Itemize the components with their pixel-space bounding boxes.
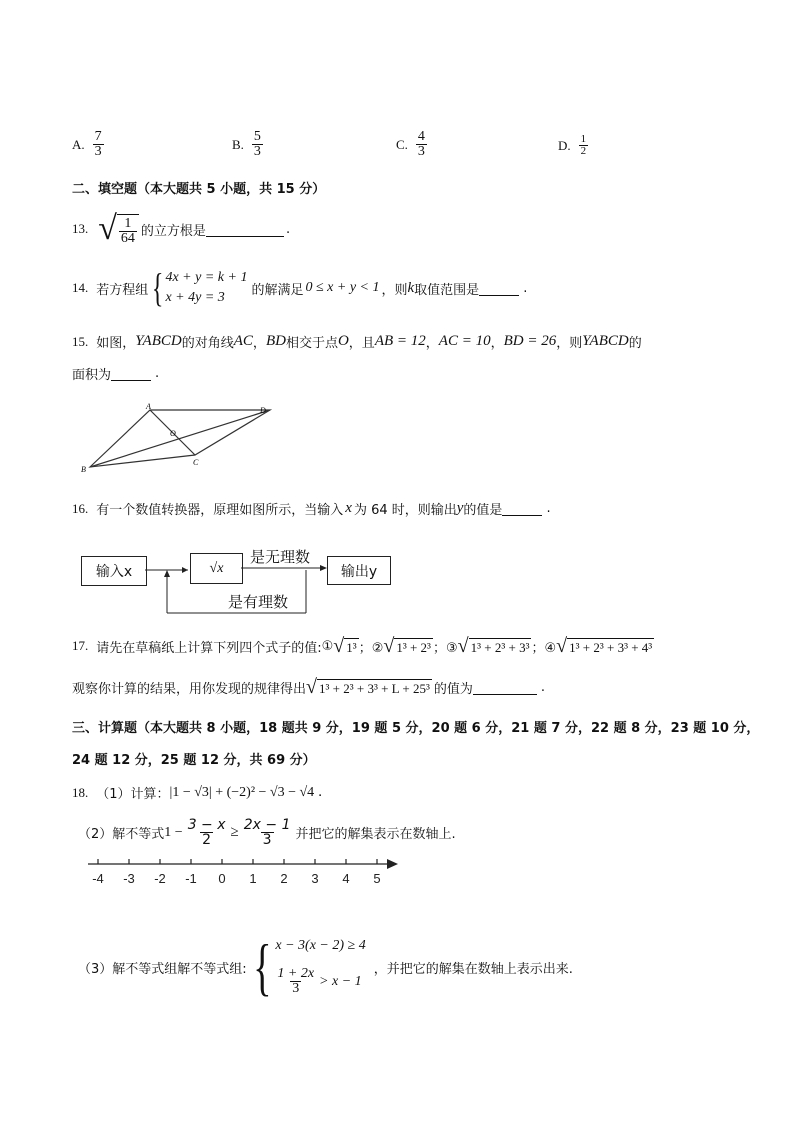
question-text: 为 64 时，则输出 — [353, 503, 457, 518]
question-15-line-2 — [72, 364, 159, 383]
question-text: 观察你计算的结果，用你发现的规律得出 — [72, 681, 307, 697]
inequality-1: x − 3(x − 2) ≥ 4 — [275, 937, 366, 953]
tick-label: -1 — [185, 871, 197, 886]
section-heading-fill-in: 二、填空题（本大题共 5 小题，共 15 分） — [72, 182, 326, 197]
question-text: 并把它的解集表示在数轴上. — [295, 827, 456, 842]
equation-1: 4x + y = k + 1 — [165, 270, 248, 285]
inequality-system: { x − 3(x − 2) ≥ 4 $\frac{1 + 2x}{3}$ > x − 1 — [252, 931, 366, 1002]
fraction — [579, 134, 589, 157]
answer-blank[interactable] — [479, 281, 519, 296]
question-17-line-2 — [72, 677, 545, 697]
answer-blank[interactable] — [111, 366, 151, 381]
answer-blank[interactable] — [473, 680, 537, 695]
denominator: 3 — [262, 832, 272, 848]
number-line — [84, 852, 404, 892]
tick-label: 4 — [342, 871, 350, 886]
point-o: O — [337, 333, 349, 349]
fraction — [416, 130, 427, 159]
question-text: 面积为 — [72, 368, 112, 383]
question-text: 请先在草稿纸上计算下列四个式子的值: — [96, 640, 322, 656]
tick-label: -4 — [92, 871, 104, 886]
condition: 0 ≤ x + y < 1 — [305, 280, 380, 295]
denominator: 3 — [417, 144, 425, 159]
condition-bd: BD = 26 — [503, 333, 557, 349]
sqrt-expression: √ 1³ + 2³ + 3³ — [457, 635, 530, 657]
choice-d — [558, 134, 588, 157]
geq-sign: ≥ — [230, 824, 239, 840]
equation-system: { 4x + y = k + 1 x + 4y = 3 — [152, 265, 248, 310]
question-14 — [72, 265, 528, 310]
fraction — [119, 217, 137, 246]
sqrt-expression: √ 1³ — [333, 635, 357, 657]
parallelogram-symbol: YABCD — [135, 333, 182, 349]
flow-input-box: 输入x — [81, 556, 147, 586]
label-d: D — [260, 406, 266, 415]
question-number: 16. — [72, 500, 89, 516]
punct: ， — [252, 336, 266, 351]
question-text: ，则 — [556, 336, 583, 351]
question-text: 的值是 — [463, 503, 503, 518]
fraction — [186, 818, 228, 847]
answer-blank[interactable] — [206, 222, 284, 237]
period: . — [523, 280, 528, 296]
variable-y: y — [456, 500, 464, 516]
denominator: 3 — [94, 144, 102, 159]
tick-label: 2 — [280, 871, 288, 886]
label-a: A — [146, 402, 151, 411]
segment-bd: BD — [265, 333, 286, 349]
section-heading-calc-line-2: 24 题 12 分，25 题 12 分，共 69 分） — [72, 753, 316, 768]
numerator: 5 — [253, 129, 261, 144]
radicand: 1³ + 2³ — [396, 640, 431, 655]
numerator: 2x − 1 — [243, 817, 291, 833]
sqrt-expression: √ 1³ + 2³ — [383, 635, 431, 657]
question-text: 的值为 — [433, 681, 473, 697]
denominator: 3 — [253, 144, 261, 159]
answer-blank[interactable] — [502, 501, 542, 516]
variable-k: k — [407, 279, 415, 296]
period: . — [285, 221, 291, 237]
radicand: 1³ — [346, 640, 357, 655]
inequality-term: 1 − — [164, 824, 183, 840]
question-text: 的对角线 — [181, 336, 234, 351]
question-text: ，且 — [348, 336, 375, 351]
tick-label: 0 — [218, 871, 226, 886]
question-text: 的解满足 — [251, 282, 304, 298]
question-number: 18. — [72, 784, 89, 800]
flow-output-box: 输出y — [327, 556, 391, 585]
fraction — [252, 130, 263, 159]
flow-irrational-label: 是无理数 — [250, 548, 311, 566]
flow-sqrt-box: √x — [190, 553, 243, 584]
period: . — [546, 501, 551, 516]
tick-label: 1 — [249, 871, 257, 886]
question-text: ，则 — [381, 282, 408, 298]
flow-arrows — [140, 550, 340, 616]
question-text: 的立方根是 — [140, 223, 206, 239]
inequality-2-rhs: > x − 1 — [319, 973, 362, 989]
tick-label: -2 — [154, 871, 166, 886]
label-b: B — [81, 465, 86, 474]
sqrt-expression: √ $\frac{1}{64}$ — [98, 212, 139, 246]
numerator: 3 − x — [187, 817, 226, 833]
item-marker: ；③ — [432, 640, 458, 656]
choice-label: B. — [232, 136, 244, 152]
choice-label: C. — [396, 136, 408, 152]
tick-label: 3 — [311, 871, 319, 886]
item-marker: ；② — [358, 640, 384, 656]
question-text: 有一个数值转换器，原理如图所示，当输入 — [96, 503, 344, 518]
punct: ， — [425, 336, 439, 351]
sqrt-expression: √ 1³ + 2³ + 3³ + 4³ — [556, 635, 653, 657]
denominator: 3 — [292, 981, 300, 997]
numerator: 4 — [417, 129, 425, 144]
question-18-part-3 — [78, 931, 573, 1002]
question-text: 相交于点 — [285, 336, 338, 351]
denominator: 2 — [202, 832, 212, 848]
choice-c — [396, 130, 427, 159]
question-number: 14. — [72, 280, 89, 295]
variable-x: x — [345, 500, 352, 516]
fraction — [275, 967, 316, 996]
question-number: 13. — [72, 221, 89, 236]
question-number: 17. — [72, 638, 89, 653]
fraction — [242, 818, 293, 847]
question-text: 若方程组 — [96, 282, 149, 298]
choice-b — [232, 130, 263, 159]
tick-label: -3 — [123, 871, 135, 886]
parallelogram-symbol: YABCD — [582, 333, 629, 349]
question-text: （3）解不等式组解不等式组: — [78, 961, 247, 977]
segment-ac: AC — [233, 333, 253, 349]
equation-2: x + 4y = 3 — [165, 290, 225, 305]
question-18-part-1: 18. （1）计算： |1 − √3| + (−2)² − √3 − √4 . — [72, 784, 322, 802]
question-text: 的 — [628, 336, 642, 351]
question-number: 15. — [72, 333, 89, 349]
question-text: （2）解不等式 — [78, 827, 165, 842]
choice-label: A. — [72, 136, 85, 152]
question-18-part-2 — [78, 818, 456, 847]
period: . — [155, 366, 160, 381]
question-17-line-1 — [72, 636, 654, 656]
expression: |1 − √3| + (−2)² − √3 − √4 — [169, 784, 315, 800]
choice-a — [72, 130, 104, 159]
numerator: 1 — [124, 216, 132, 231]
item-marker: ；④ — [531, 640, 557, 656]
period: . — [540, 679, 546, 695]
numerator: 7 — [94, 129, 102, 144]
sqrt-expression: √ 1³ + 2³ + 3³ + L + 25³ — [306, 676, 430, 698]
denominator: 2 — [580, 145, 587, 157]
numerator: 1 + 2x — [277, 966, 315, 982]
section-heading-calc-line-1: 三、计算题（本大题共 8 小题，18 题共 9 分，19 题 5 分，20 题 6 分，21 题 7 分，22 题 8 分，23 题 10 分， — [72, 721, 760, 736]
question-13 — [72, 212, 290, 246]
tick-label: 5 — [373, 871, 381, 886]
question-15-line-1 — [72, 332, 642, 351]
label-o: O — [170, 429, 176, 438]
question-text: ，并把它的解集在数轴上表示出来. — [373, 961, 573, 977]
question-16 — [72, 499, 551, 518]
choice-label: D. — [558, 137, 571, 153]
denominator: 64 — [120, 231, 135, 246]
radicand: 1³ + 2³ + 3³ + 4³ — [569, 640, 653, 655]
item-marker: ① — [321, 638, 334, 654]
question-text: （1）计算： — [96, 787, 170, 802]
question-text: 取值范围是 — [414, 282, 480, 298]
condition-ab: AB = 12 — [374, 333, 426, 349]
label-c: C — [193, 458, 199, 467]
radicand: 1³ + 2³ + 3³ — [470, 640, 530, 655]
question-text: 如图， — [96, 336, 136, 351]
numerator: 1 — [580, 133, 587, 145]
parallelogram-figure — [80, 400, 280, 480]
radicand: 1³ + 2³ + 3³ + L + 25³ — [319, 681, 430, 696]
fraction — [93, 130, 104, 159]
punct: ， — [490, 336, 504, 351]
flow-rational-label: 是有理数 — [228, 593, 289, 611]
condition-ac: AC = 10 — [438, 333, 491, 349]
